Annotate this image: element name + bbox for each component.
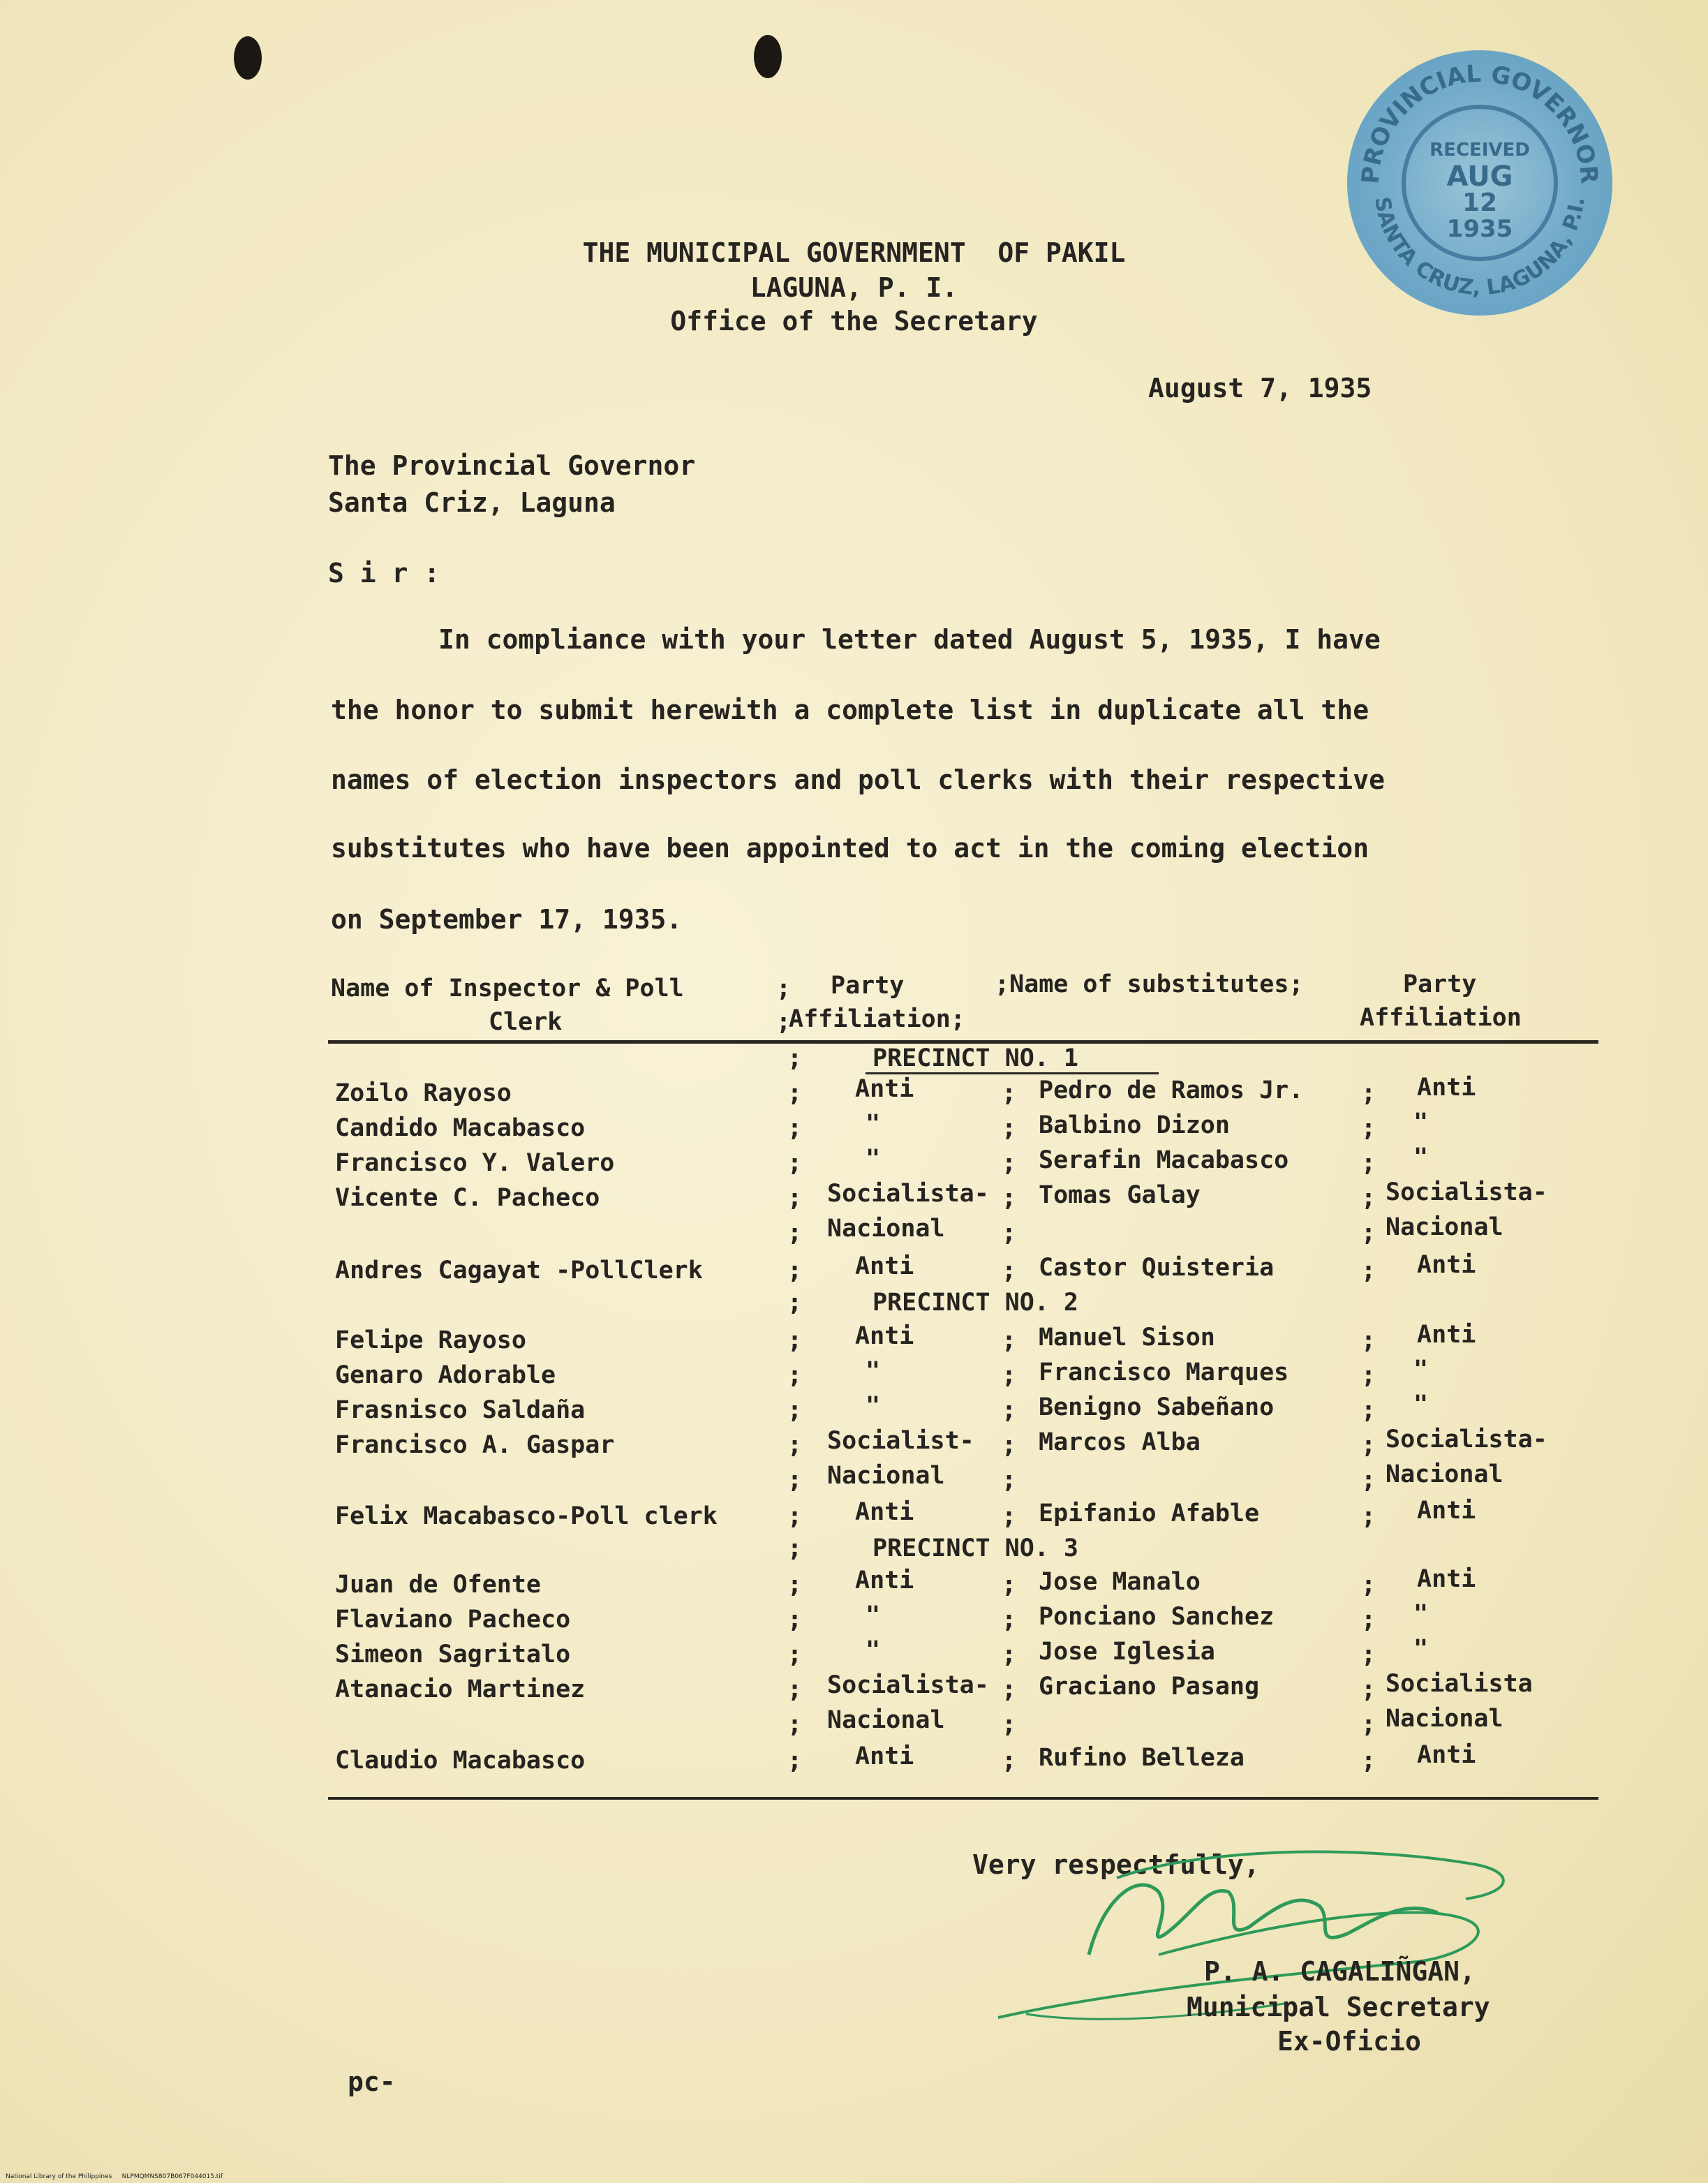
- precinct-heading: PRECINCT NO. 2: [872, 1289, 1079, 1317]
- semicolon: ;: [787, 1502, 803, 1530]
- substitute-name: Graciano Pasang: [1039, 1673, 1260, 1701]
- semicolon: ;: [787, 1431, 803, 1459]
- semicolon: ;: [1002, 1571, 1017, 1599]
- semicolon: ;: [776, 975, 792, 1002]
- semicolon: ;: [1361, 1257, 1376, 1285]
- body-line-3: names of election inspectors and poll clerks with their respective: [331, 764, 1385, 795]
- inspector-name: Genaro Adorable: [335, 1361, 556, 1389]
- substitute-name: Manuel Sison: [1039, 1324, 1215, 1352]
- semicolon: ;: [1002, 1606, 1017, 1634]
- party-affiliation: Anti: [855, 1075, 914, 1103]
- body-line-5: on September 17, 1935.: [331, 904, 683, 935]
- inspector-name: Juan de Ofente: [335, 1571, 542, 1599]
- party-affiliation: ": [866, 1636, 881, 1664]
- semicolon: ;: [1361, 1184, 1376, 1212]
- semicolon: ;: [1002, 1710, 1017, 1738]
- substitute-name: Marcos Alba: [1039, 1428, 1201, 1456]
- substitute-party-affiliation: Nacional: [1386, 1705, 1503, 1733]
- table-header-affiliation: Affiliation;: [789, 1005, 965, 1033]
- party-affiliation: Anti: [855, 1498, 914, 1526]
- semicolon: ;: [776, 1008, 792, 1036]
- precinct-underline: [866, 1072, 1159, 1074]
- semicolon: ;: [1002, 1326, 1017, 1354]
- semicolon: ;: [1361, 1114, 1376, 1142]
- substitute-party-affiliation: ": [1413, 1391, 1429, 1419]
- inspector-name: Vicente C. Pacheco: [335, 1184, 600, 1212]
- semicolon: ;: [787, 1396, 803, 1424]
- party-affiliation: ": [866, 1601, 881, 1629]
- inspector-name: Francisco A. Gaspar: [335, 1431, 615, 1459]
- party-affiliation: Nacional: [827, 1462, 945, 1490]
- letterhead-line-3: Office of the Secretary: [670, 306, 1038, 336]
- semicolon: ;: [1002, 1502, 1017, 1530]
- substitute-name: Jose Iglesia: [1039, 1638, 1215, 1666]
- semicolon: ;: [1361, 1149, 1376, 1177]
- substitute-party-affiliation: Nacional: [1386, 1460, 1503, 1488]
- semicolon: ;: [787, 1361, 803, 1389]
- stamp-received: RECEIVED: [1429, 140, 1530, 161]
- semicolon: ;: [1361, 1361, 1376, 1389]
- semicolon: ;: [1361, 1710, 1376, 1738]
- substitute-party-affiliation: ": [1413, 1144, 1429, 1171]
- substitute-party-affiliation: ": [1413, 1356, 1429, 1384]
- semicolon: ;: [1361, 1606, 1376, 1634]
- semicolon: ;: [1361, 1502, 1376, 1530]
- party-affiliation: ": [866, 1145, 881, 1173]
- substitute-name: Castor Quisteria: [1039, 1254, 1275, 1282]
- semicolon: ;: [1002, 1361, 1017, 1389]
- party-affiliation: Nacional: [827, 1215, 945, 1243]
- table-header-party: Party: [831, 972, 905, 1000]
- table-header-sub-party: Party: [1403, 970, 1477, 998]
- semicolon: ;: [787, 1149, 803, 1177]
- semicolon: ;: [1361, 1326, 1376, 1354]
- recipient-line-2: Santa Criz, Laguna: [328, 487, 616, 518]
- party-affiliation: Socialista-: [827, 1671, 989, 1699]
- semicolon: ;: [1361, 1431, 1376, 1459]
- table-header-clerk: Clerk: [489, 1008, 563, 1036]
- party-affiliation: Anti: [855, 1742, 914, 1770]
- semicolon: ;: [787, 1079, 803, 1107]
- semicolon: ;: [1002, 1257, 1017, 1285]
- inspector-name: Candido Macabasco: [335, 1114, 586, 1142]
- party-affiliation: ": [866, 1110, 881, 1138]
- recipient-line-1: The Provincial Governor: [328, 450, 696, 481]
- semicolon: ;: [787, 1044, 803, 1072]
- semicolon: ;: [1002, 1466, 1017, 1494]
- semicolon: ;: [1002, 1396, 1017, 1424]
- inspector-name: Felix Macabasco-Poll clerk: [335, 1502, 718, 1530]
- precinct-heading: PRECINCT NO. 3: [872, 1534, 1079, 1562]
- substitute-party-affiliation: Anti: [1417, 1251, 1476, 1279]
- body-line-1: In compliance with your letter dated August 5, 1935, I have: [438, 624, 1381, 655]
- precinct-heading: PRECINCT NO. 1: [872, 1044, 1079, 1072]
- substitute-party-affiliation: ": [1413, 1109, 1429, 1137]
- substitute-name: Francisco Marques: [1039, 1359, 1289, 1386]
- letterhead-line-2: LAGUNA, P. I.: [750, 272, 958, 303]
- body-line-4: substitutes who have been appointed to act in the coming election: [331, 833, 1369, 864]
- inspector-name: Andres Cagayat -PollClerk: [335, 1257, 703, 1285]
- party-affiliation: ": [866, 1392, 881, 1420]
- table-header-name: Name of Inspector & Poll: [331, 975, 684, 1002]
- substitute-name: Ponciano Sanchez: [1039, 1603, 1275, 1631]
- substitute-name: Jose Manalo: [1039, 1568, 1201, 1596]
- semicolon: ;: [1002, 1184, 1017, 1212]
- stamp-day: 12: [1462, 188, 1498, 217]
- semicolon: ;: [787, 1571, 803, 1599]
- semicolon: ;: [787, 1114, 803, 1142]
- semicolon: ;: [787, 1219, 803, 1247]
- substitute-party-affiliation: Anti: [1417, 1074, 1476, 1102]
- semicolon: ;: [1002, 1079, 1017, 1107]
- semicolon: ;: [1361, 1396, 1376, 1424]
- substitute-party-affiliation: Anti: [1417, 1497, 1476, 1525]
- inspector-name: Francisco Y. Valero: [335, 1149, 615, 1177]
- semicolon: ;: [1361, 1675, 1376, 1703]
- archive-footer: National Library of the Philippines NLPMQMNS807B067F044015.tif: [6, 2173, 223, 2180]
- substitute-name: Tomas Galay: [1039, 1181, 1201, 1209]
- substitute-name: Epifanio Afable: [1039, 1500, 1260, 1527]
- semicolon: ;: [1361, 1079, 1376, 1107]
- party-affiliation: Socialista-: [827, 1180, 989, 1208]
- substitute-party-affiliation: Socialista-: [1386, 1178, 1547, 1206]
- semicolon: ;: [1361, 1747, 1376, 1775]
- inspector-name: Felipe Rayoso: [335, 1326, 526, 1354]
- semicolon: ;: [787, 1289, 803, 1317]
- semicolon: ;: [787, 1534, 803, 1562]
- substitute-party-affiliation: ": [1413, 1600, 1429, 1628]
- signatory-name: P. A. CAGALIÑGAN,: [1204, 1956, 1476, 1987]
- semicolon: ;: [1361, 1571, 1376, 1599]
- semicolon: ;: [787, 1747, 803, 1775]
- party-affiliation: Anti: [855, 1322, 914, 1350]
- substitute-party-affiliation: Nacional: [1386, 1213, 1503, 1241]
- inspector-name: Flaviano Pacheco: [335, 1606, 571, 1634]
- semicolon: ;: [1002, 1675, 1017, 1703]
- stamp-outer-top: PROVINCIAL GOVERNOR: [1356, 59, 1603, 185]
- salutation: S i r :: [328, 558, 440, 589]
- substitute-name: Balbino Dizon: [1039, 1111, 1230, 1139]
- table-header-substitutes: ;Name of substitutes;: [995, 970, 1304, 998]
- punch-hole-right: [754, 35, 782, 78]
- semicolon: ;: [787, 1257, 803, 1285]
- inspector-name: Atanacio Martinez: [335, 1675, 586, 1703]
- table-header-sub-affiliation: Affiliation: [1360, 1004, 1522, 1032]
- letterhead-line-1: THE MUNICIPAL GOVERNMENT OF PAKIL: [582, 237, 1126, 268]
- semicolon: ;: [1361, 1219, 1376, 1247]
- substitute-name: Rufino Belleza: [1039, 1744, 1245, 1772]
- substitute-party-affiliation: Socialista: [1386, 1670, 1533, 1698]
- table-bottom-rule: [328, 1797, 1598, 1800]
- substitute-party-affiliation: Socialista-: [1386, 1426, 1547, 1453]
- semicolon: ;: [787, 1184, 803, 1212]
- stamp-outer-bottom: SANTA CRUZ, LAGUNA, P.I.: [1369, 195, 1590, 301]
- semicolon: ;: [1002, 1219, 1017, 1247]
- typist-initials: pc-: [348, 2066, 396, 2097]
- party-affiliation: Anti: [855, 1567, 914, 1594]
- substitute-party-affiliation: Anti: [1417, 1321, 1476, 1349]
- inspector-name: Claudio Macabasco: [335, 1747, 586, 1775]
- complimentary-close: Very respectfully,: [972, 1849, 1260, 1880]
- semicolon: ;: [1002, 1149, 1017, 1177]
- table-top-rule: [328, 1040, 1598, 1044]
- semicolon: ;: [787, 1675, 803, 1703]
- substitute-name: Benigno Sabeñano: [1039, 1393, 1275, 1421]
- punch-hole-left: [234, 36, 262, 80]
- inspector-name: Simeon Sagritalo: [335, 1641, 571, 1668]
- party-affiliation: Socialist-: [827, 1427, 974, 1455]
- semicolon: ;: [787, 1710, 803, 1738]
- party-affiliation: ": [866, 1357, 881, 1385]
- signatory-title-2: Ex-Oficio: [1277, 2026, 1421, 2057]
- substitute-party-affiliation: Anti: [1417, 1565, 1476, 1593]
- semicolon: ;: [787, 1606, 803, 1634]
- semicolon: ;: [1002, 1641, 1017, 1668]
- semicolon: ;: [1361, 1641, 1376, 1668]
- semicolon: ;: [787, 1466, 803, 1494]
- stamp-year: 1935: [1446, 215, 1513, 243]
- semicolon: ;: [1002, 1747, 1017, 1775]
- semicolon: ;: [1002, 1431, 1017, 1459]
- letter-date: August 7, 1935: [1148, 373, 1372, 404]
- substitute-party-affiliation: ": [1413, 1635, 1429, 1663]
- substitute-name: Pedro de Ramos Jr.: [1039, 1076, 1304, 1104]
- stamp-month: AUG: [1446, 161, 1513, 193]
- semicolon: ;: [787, 1326, 803, 1354]
- substitute-party-affiliation: Anti: [1417, 1741, 1476, 1769]
- signatory-title-1: Municipal Secretary: [1187, 1992, 1490, 2022]
- body-line-2: the honor to submit herewith a complete list in duplicate all the: [331, 695, 1369, 725]
- inspector-name: Frasnisco Saldaña: [335, 1396, 586, 1424]
- semicolon: ;: [787, 1641, 803, 1668]
- semicolon: ;: [1361, 1466, 1376, 1494]
- party-affiliation: Anti: [855, 1252, 914, 1280]
- semicolon: ;: [1002, 1114, 1017, 1142]
- party-affiliation: Nacional: [827, 1706, 945, 1734]
- substitute-name: Serafin Macabasco: [1039, 1146, 1289, 1174]
- inspector-name: Zoilo Rayoso: [335, 1079, 512, 1107]
